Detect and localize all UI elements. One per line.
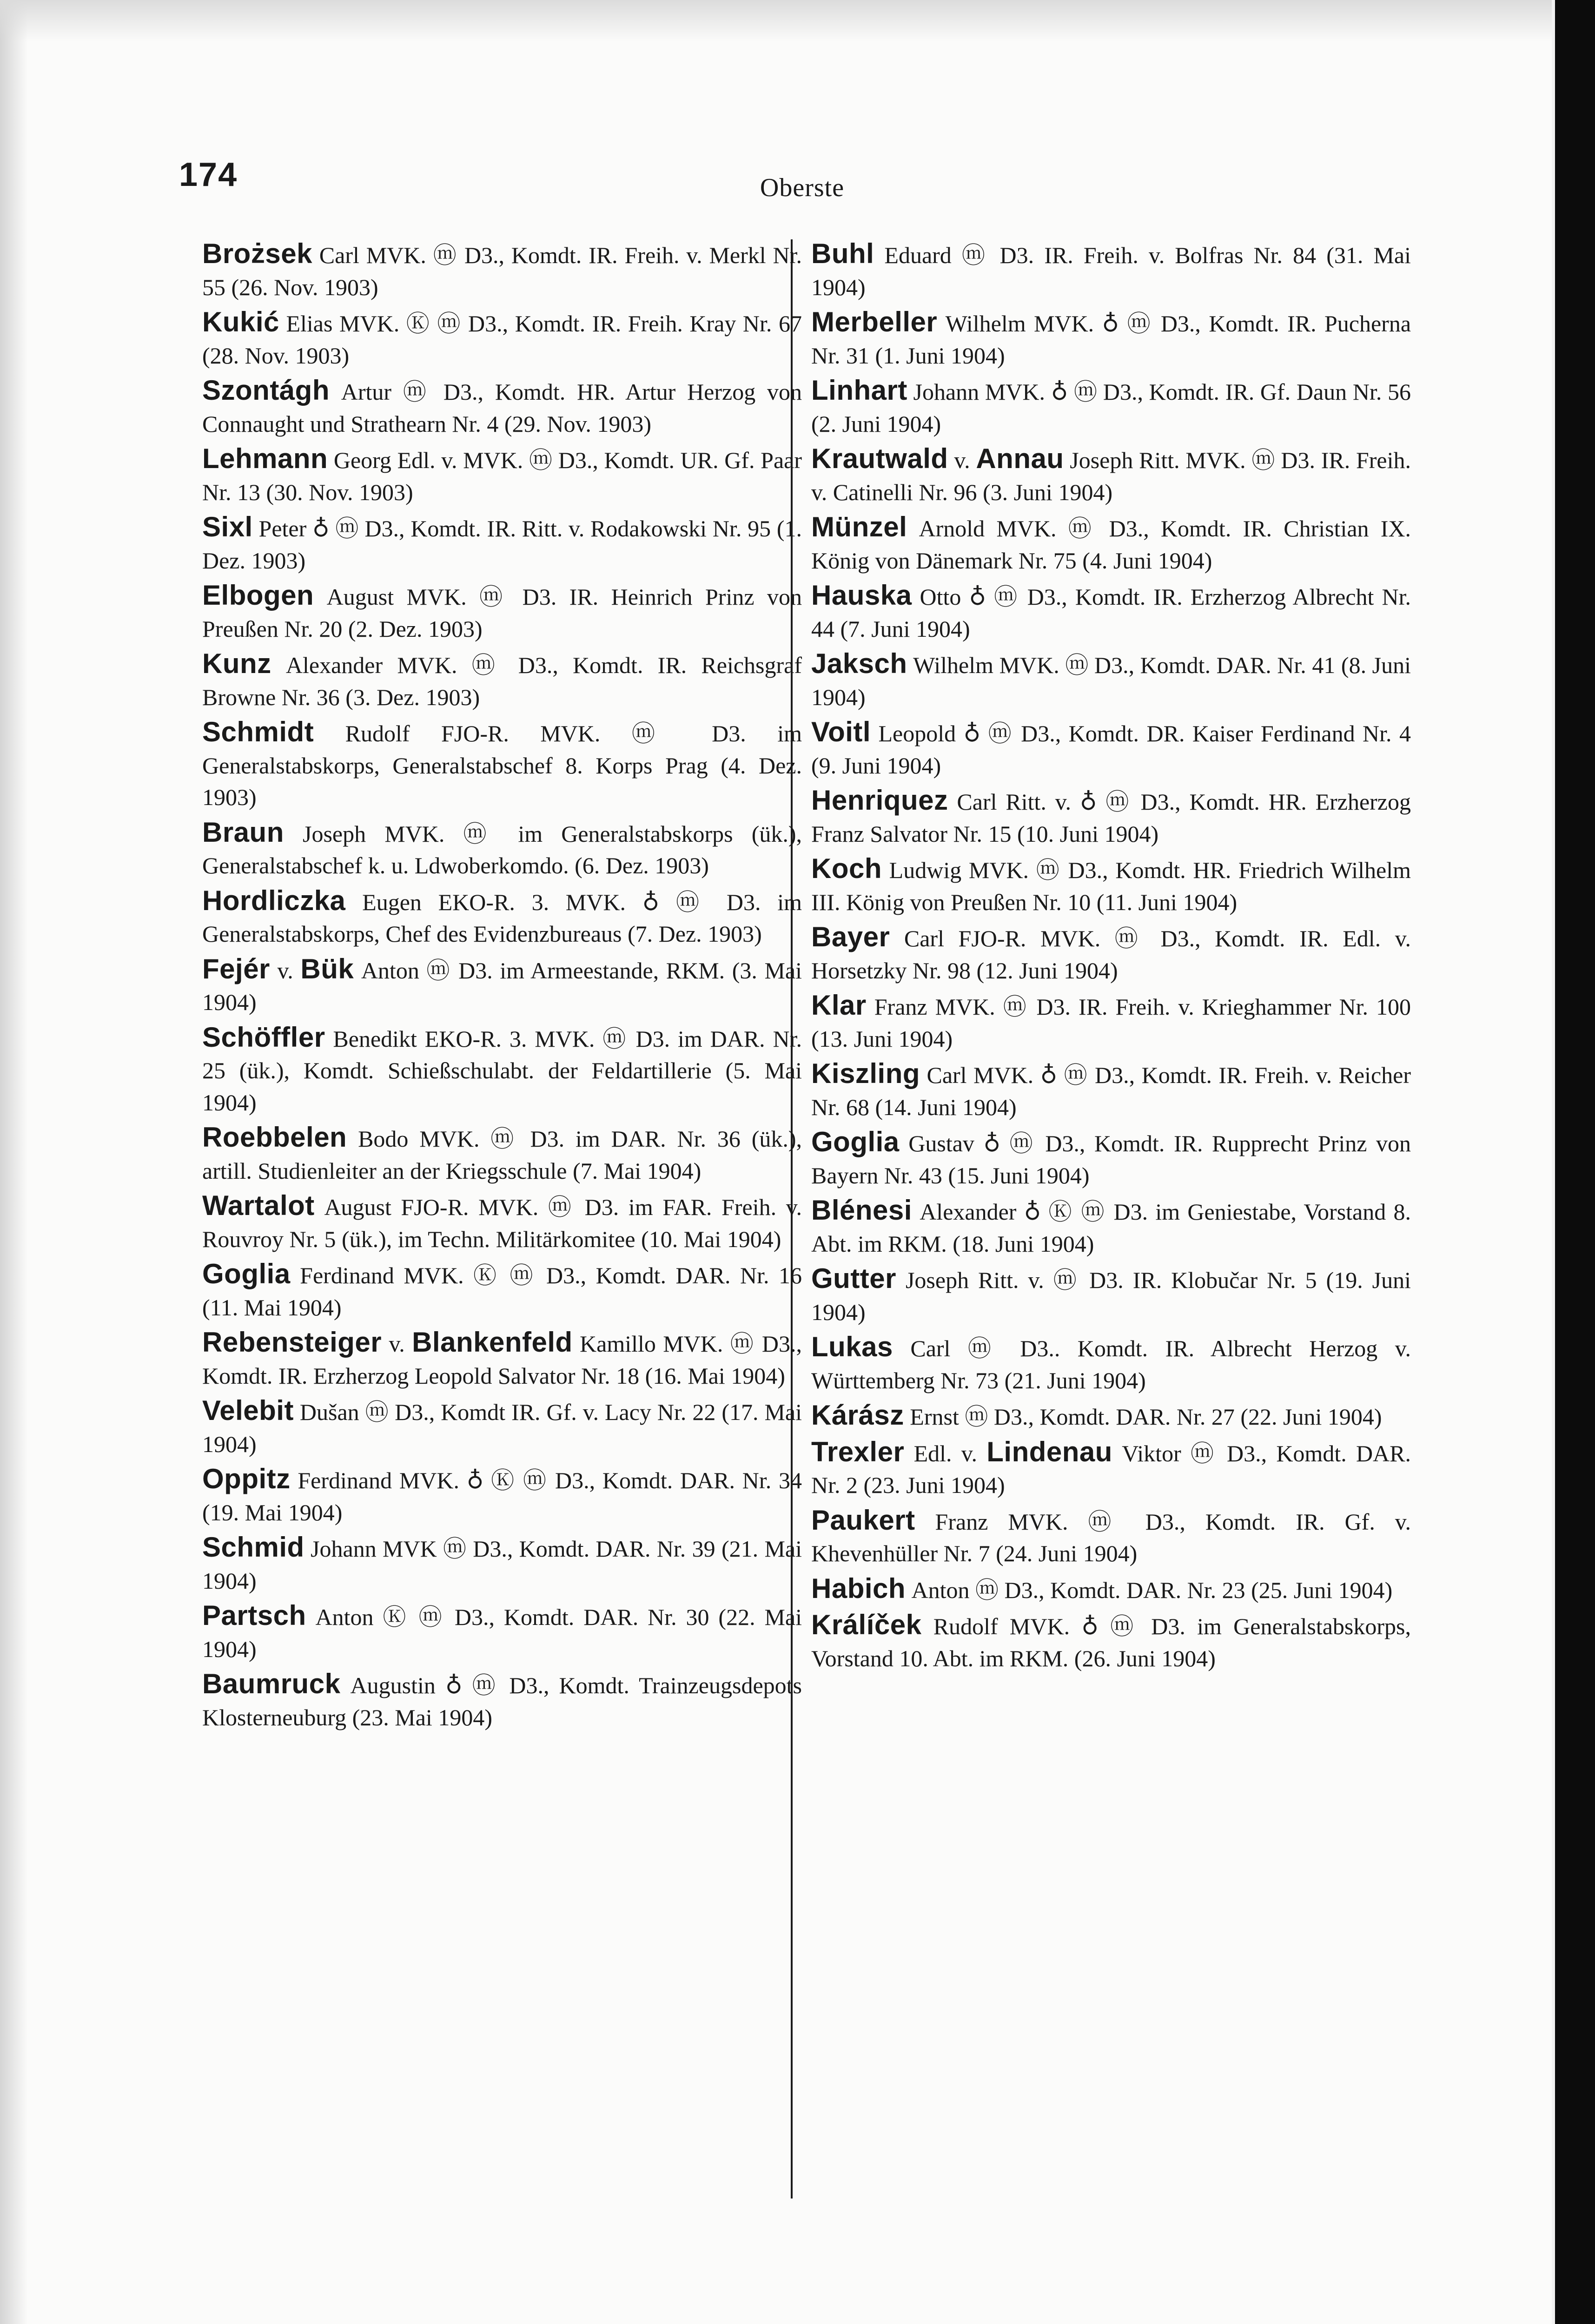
officer-details: Benedikt EKO-R. 3. MVK. ⓜ D3. im DAR. Nr. 25 (ük.), Komdt. Schießschulabt. der Feldartillerie (5. Mai 1904) (202, 1025, 802, 1116)
officer-details: Elias MVK. Ⓚ ⓜ D3., Komdt. IR. Freih. Kray Nr. 67 (28. Nov. 1903) (202, 310, 802, 369)
name-particle: v. (389, 1331, 405, 1357)
page-number: 174 (179, 156, 238, 193)
officer-details: Alexander ♁ Ⓚ ⓜ D3. im Geniestabe, Vorstand 8. Abt. im RKM. (18. Juni 1904) (811, 1199, 1411, 1257)
register-entry (811, 306, 1411, 371)
officer-details: August MVK. ⓜ D3. IR. Heinrich Prinz von Preußen Nr. 20 (2. Dez. 1903) (202, 584, 802, 642)
officer-details: Anton Ⓚ ⓜ D3., Komdt. DAR. Nr. 30 (22. Mai 1904) (202, 1604, 802, 1662)
register-entry (202, 1600, 802, 1665)
officer-surname: Roebbelen (202, 1122, 347, 1153)
officer-details: Eugen EKO-R. 3. MVK. ♁ ⓜ D3. im Generalstabskorps, Chef des Evidenzbureaus (7. Dez. 1903) (202, 889, 802, 947)
officer-surname: Kunz (202, 648, 271, 679)
register-entry (811, 1400, 1411, 1433)
officer-surname: Hauska (811, 580, 912, 611)
officer-surname: Partsch (202, 1600, 306, 1631)
register-entry (202, 1327, 802, 1392)
officer-details: Viktor ⓜ D3., Komdt. DAR. Nr. 2 (23. Juni 1904) (811, 1440, 1411, 1498)
name-particle: v. (277, 957, 293, 984)
officer-surname: Braun (202, 816, 284, 848)
officer-surname: Koch (811, 853, 882, 884)
register-entry (811, 1195, 1411, 1260)
officer-details: Johann MVK. ♁ ⓜ D3., Komdt. IR. Gf. Daun Nr. 56 (2. Juni 1904) (811, 379, 1411, 437)
officer-details: Carl ⓜ D3.. Komdt. IR. Albrecht Herzog v. Württemberg Nr. 73 (21. Juni 1904) (811, 1335, 1411, 1393)
running-head-text: Oberste (760, 173, 845, 202)
register-entry (202, 885, 802, 950)
officer-surname: Klar (811, 990, 867, 1021)
register-entry (811, 1263, 1411, 1328)
officer-predicate: Bük (300, 953, 354, 984)
officer-surname: Fejér (202, 953, 270, 984)
register-entry (811, 648, 1411, 713)
officer-details: Eduard ⓜ D3. IR. Freih. v. Bolfras Nr. 84 (31. Mai 1904) (811, 242, 1411, 300)
officer-details: Anton ⓜ D3., Komdt. DAR. Nr. 23 (25. Juni 1904) (911, 1577, 1393, 1603)
officer-surname: Hordliczka (202, 885, 346, 916)
officer-details: Franz MVK. ⓜ D3., Komdt. IR. Gf. v. Khevenhüller Nr. 7 (24. Juni 1904) (811, 1508, 1411, 1566)
register-entry (202, 1463, 802, 1528)
name-particle: v. (954, 447, 970, 473)
officer-details: Carl MVK. ♁ ⓜ D3., Komdt. IR. Freih. v. Reicher Nr. 68 (14. Juni 1904) (811, 1062, 1411, 1120)
register-entry (202, 443, 802, 508)
officer-surname: Schmid (202, 1532, 304, 1563)
officer-details: Franz MVK. ⓜ D3. IR. Freih. v. Krieghammer Nr. 100 (13. Juni 1904) (811, 994, 1411, 1052)
register-entry (811, 443, 1411, 508)
register-entry (811, 1331, 1411, 1396)
register-entry (811, 1609, 1411, 1674)
officer-details: Carl FJO-R. MVK. ⓜ D3., Komdt. IR. Edl. v. Horsetzky Nr. 98 (12. Juni 1904) (811, 925, 1411, 984)
officer-surname: Paukert (811, 1504, 915, 1536)
officer-surname: Kukić (202, 306, 279, 337)
register-entry (811, 990, 1411, 1055)
officer-surname: Münzel (811, 511, 907, 542)
scan-edge-shadow-top (0, 0, 1595, 42)
officer-surname: Oppitz (202, 1463, 291, 1494)
officer-details: Wilhelm MVK. ♁ ⓜ D3., Komdt. IR. Pucherna Nr. 31 (1. Juni 1904) (811, 310, 1411, 369)
running-head (0, 173, 1595, 203)
officer-details: Gustav ♁ ⓜ D3., Komdt. IR. Rupprecht Prinz von Bayern Nr. 43 (15. Juni 1904) (811, 1130, 1411, 1188)
officer-details: Dušan ⓜ D3., Komdt IR. Gf. v. Lacy Nr. 22 (17. Mai 1904) (202, 1399, 802, 1457)
officer-surname: Buhl (811, 238, 874, 269)
register-entry (811, 580, 1411, 645)
officer-surname: Kárász (811, 1400, 904, 1431)
register-entry (202, 953, 802, 1018)
officer-surname: Krautwald (811, 443, 948, 474)
officer-surname: Kiszling (811, 1058, 920, 1089)
officer-surname: Lehmann (202, 443, 328, 474)
register-entry (811, 1126, 1411, 1191)
register-entry (202, 238, 802, 303)
officer-details: Peter ♁ ⓜ D3., Komdt. IR. Ritt. v. Rodakowski Nr. 95 (1. Dez. 1903) (202, 515, 802, 574)
officer-surname: Elbogen (202, 580, 314, 611)
officer-surname: Velebit (202, 1395, 294, 1426)
officer-details: August FJO-R. MVK. ⓜ D3. im FAR. Freih. v. Rouvroy Nr. 5 (ük.), im Techn. Militärkomitee (10. Mai 1904) (202, 1194, 802, 1252)
officer-surname: Voitl (811, 716, 871, 747)
officer-surname: Merbeller (811, 306, 938, 337)
officer-surname: Králíček (811, 1609, 922, 1640)
officer-surname: Sixl (202, 511, 253, 542)
officer-surname: Jaksch (811, 648, 907, 679)
register-entry (811, 1436, 1411, 1501)
officer-surname: Blénesi (811, 1195, 912, 1226)
register-entry (202, 1190, 802, 1255)
register-entry (811, 1573, 1411, 1606)
officer-details: Joseph Ritt. v. ⓜ D3. IR. Klobučar Nr. 5 (19. Juni 1904) (811, 1267, 1411, 1325)
officer-details: Bodo MVK. ⓜ D3. im DAR. Nr. 36 (ük.), artill. Studienleiter an der Kriegsschule (7. Mai 1904) (202, 1126, 802, 1184)
register-entry (202, 1532, 802, 1597)
officer-surname: Bayer (811, 921, 890, 952)
officer-details: Otto ♁ ⓜ D3., Komdt. IR. Erzherzog Albrecht Nr. 44 (7. Juni 1904) (811, 584, 1411, 642)
register-entry (811, 1058, 1411, 1123)
officer-surname: Gutter (811, 1263, 896, 1294)
officer-details: Ferdinand MVK. Ⓚ ⓜ D3., Komdt. DAR. Nr. 16 (11. Mai 1904) (202, 1262, 802, 1320)
officer-details: Augustin ♁ ⓜ D3., Komdt. Trainzeugsdepots Klosterneuburg (23. Mai 1904) (202, 1672, 802, 1730)
officer-details: Ludwig MVK. ⓜ D3., Komdt. HR. Friedrich Wilhelm III. König von Preußen Nr. 10 (11. Juni 1904) (811, 857, 1411, 915)
register-entry (202, 580, 802, 645)
officer-surname: Schmidt (202, 716, 314, 747)
register-entry (202, 648, 802, 713)
register-entry (811, 1505, 1411, 1570)
officer-surname: Brożsek (202, 238, 312, 269)
register-entry (202, 1258, 802, 1323)
officer-surname: Trexler (811, 1436, 905, 1467)
officer-surname: Baumruck (202, 1668, 341, 1699)
officer-surname: Schöffler (202, 1021, 325, 1053)
register-entry (202, 716, 802, 813)
name-particle: Edl. v. (913, 1440, 978, 1466)
officer-surname: Wartalot (202, 1190, 315, 1221)
officer-surname: Rebensteiger (202, 1327, 382, 1358)
officer-predicate: Annau (976, 443, 1064, 474)
officer-details: Ernst ⓜ D3., Komdt. DAR. Nr. 27 (22. Juni 1904) (910, 1404, 1382, 1430)
register-entry (811, 716, 1411, 781)
officer-details: Johann MVK ⓜ D3., Komdt. DAR. Nr. 39 (21. Mai 1904) (202, 1536, 802, 1594)
officer-details: Kamillo MVK. ⓜ D3., Komdt. IR. Erzherzog Leopold Salvator Nr. 18 (16. Mai 1904) (202, 1331, 802, 1389)
officer-details: Ferdinand MVK. ♁ Ⓚ ⓜ D3., Komdt. DAR. Nr. 34 (19. Mai 1904) (202, 1467, 802, 1525)
register-entry (202, 511, 802, 576)
officer-details: Joseph MVK. ⓜ im Generalstabskorps (ük.), Generalstabschef k. u. Ldwoberkomdo. (6. Dez. 1903) (202, 820, 802, 878)
officer-details: Carl Ritt. v. ♁ ⓜ D3., Komdt. HR. Erzherzog Franz Salvator Nr. 15 (10. Juni 1904) (811, 789, 1411, 847)
register-entry (811, 238, 1411, 303)
officer-surname: Lukas (811, 1331, 893, 1362)
officer-details: Georg Edl. v. MVK. ⓜ D3., Komdt. UR. Gf. Paar Nr. 13 (30. Nov. 1903) (202, 447, 802, 505)
officer-details: Alexander MVK. ⓜ D3., Komdt. IR. Reichsgraf Browne Nr. 36 (3. Dez. 1903) (202, 652, 802, 710)
officer-surname: Goglia (202, 1258, 291, 1289)
officer-details: Rudolf MVK. ♁ ⓜ D3. im Generalstabskorps, Vorstand 10. Abt. im RKM. (26. Juni 1904) (811, 1613, 1411, 1671)
register-entry (202, 1395, 802, 1460)
right-column (811, 238, 1411, 1677)
register-entry (811, 375, 1411, 440)
officer-details: Carl MVK. ⓜ D3., Komdt. IR. Freih. v. Merkl Nr. 55 (26. Nov. 1903) (202, 242, 802, 300)
officer-predicate: Blankenfeld (412, 1327, 573, 1358)
officer-details: Artur ⓜ D3., Komdt. HR. Artur Herzog von Connaught und Strathearn Nr. 4 (29. Nov. 1903) (202, 379, 802, 437)
register-entry (202, 817, 802, 882)
officer-details: Joseph Ritt. MVK. ⓜ D3. IR. Freih. v. Catinelli Nr. 96 (3. Juni 1904) (811, 447, 1411, 505)
officer-surname: Szontágh (202, 375, 330, 406)
scan-edge-shadow (0, 0, 28, 2324)
officer-details: Wilhelm MVK. ⓜ D3., Komdt. DAR. Nr. 41 (8. Juni 1904) (811, 652, 1411, 710)
register-entry (811, 853, 1411, 918)
register-entry (202, 306, 802, 371)
officer-surname: Linhart (811, 375, 907, 406)
officer-details: Leopold ♁ ⓜ D3., Komdt. DR. Kaiser Ferdinand Nr. 4 (9. Juni 1904) (811, 720, 1411, 779)
register-entry (811, 785, 1411, 850)
left-column (202, 238, 802, 1736)
register-entry (202, 1668, 802, 1733)
register-entry (202, 1122, 802, 1187)
officer-predicate: Lindenau (986, 1436, 1112, 1467)
register-entry (811, 511, 1411, 576)
scan-black-border (1555, 0, 1595, 2324)
register-entry (811, 921, 1411, 986)
officer-surname: Henriquez (811, 785, 948, 816)
officer-details: Anton ⓜ D3. im Armeestande, RKM. (3. Mai 1904) (202, 957, 802, 1015)
officer-details: Arnold MVK. ⓜ D3., Komdt. IR. Christian IX. König von Dänemark Nr. 75 (4. Juni 1904) (811, 515, 1411, 574)
register-entry (202, 375, 802, 440)
officer-surname: Habich (811, 1572, 906, 1604)
officer-surname: Goglia (811, 1126, 900, 1157)
officer-details: Rudolf FJO-R. MVK. ⓜ D3. im Generalstabskorps, Generalstabschef 8. Korps Prag (4. Dez. 1903) (202, 720, 802, 810)
register-entry (202, 1022, 802, 1119)
